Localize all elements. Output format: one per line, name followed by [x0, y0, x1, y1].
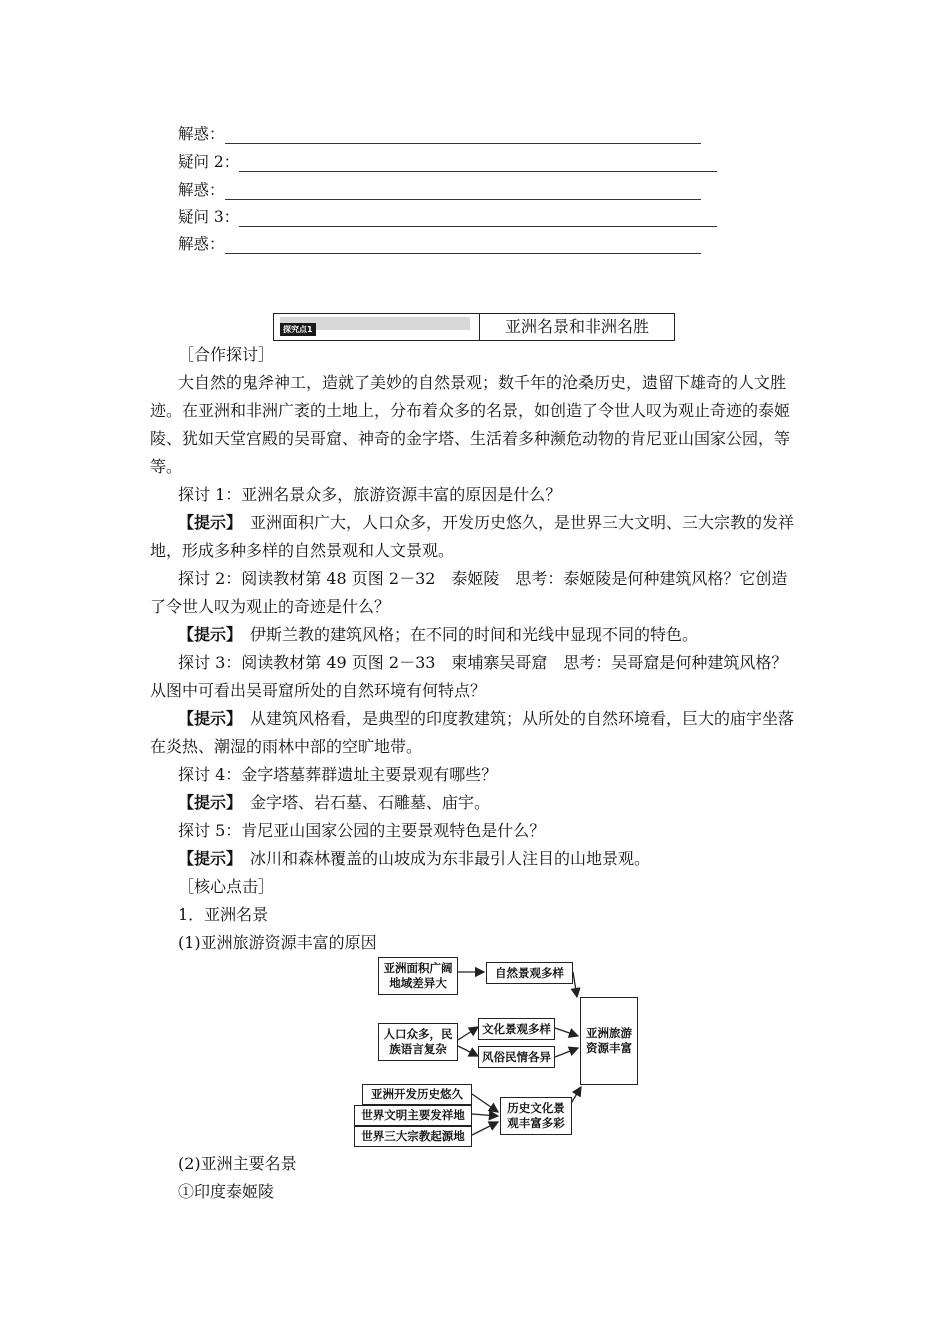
answer-blank[interactable]: [239, 156, 717, 172]
arrow: [472, 1122, 498, 1135]
point-heading: 1．亚洲名景: [178, 905, 269, 924]
discussion-question: 探讨 1：亚洲名景众多，旅游资源丰富的原因是什么？: [178, 485, 562, 504]
hint-label: 【提示】: [178, 793, 235, 812]
sub-heading: (2)亚洲主要名景: [178, 1154, 297, 1173]
discussion-question: 探讨 2：阅读教材第 48 页图 2－32 泰姬陵 思考：泰姬陵是何种建筑风格？它创造了令世人叹为观止的奇迹是什么？: [150, 569, 788, 616]
hint-text: 伊斯兰教的建筑风格；在不同的时间和光线中显现不同的特色。: [250, 625, 699, 644]
heritage-box: 历史文化景观丰富多彩: [500, 1097, 572, 1135]
qa-line-3: [178, 180, 701, 200]
hint-label: 【提示】: [178, 625, 235, 644]
area-box: 亚洲面积广阔地域差异大: [378, 957, 458, 995]
discussion-question: 探讨 3：阅读教材第 49 页图 2－33 柬埔寨吴哥窟 思考：吴哥窟是何种建筑风格？从图中可看出吴哥窟所处的自然环境有何特点？: [150, 653, 788, 700]
natural-box: 自然景观多样: [486, 962, 573, 984]
arrow: [458, 1046, 478, 1056]
discussion-question: 探讨 5：肯尼亚山国家公园的主要景观特色是什么？: [178, 821, 546, 840]
answer-blank[interactable]: [225, 238, 701, 254]
arrow: [573, 972, 577, 997]
hint-text: 从建筑风格看，是典型的印度教建筑；从所处的自然环境看，巨大的庙宇坐落在炎热、潮湿的雨林中部的空旷地带。: [150, 709, 795, 756]
religion-box: 世界三大宗教起源地: [354, 1126, 472, 1147]
sub-heading: (1)亚洲旅游资源丰富的原因: [178, 933, 377, 952]
qa-line-2: [178, 152, 717, 172]
topic-title: 亚洲名景和非洲名胜: [504, 317, 649, 336]
hint-paragraph: [150, 705, 800, 761]
civilization-box: 世界文明主要发祥地: [354, 1105, 472, 1126]
hint-label: 【提示】: [178, 709, 235, 728]
discussion-question: 探讨 4：金字塔墓葬群遗址主要景观有哪些？: [178, 765, 498, 784]
arrow: [458, 1027, 478, 1040]
intro-paragraph: 大自然的鬼斧神工，造就了美妙的自然景观；数千年的沧桑历史，遗留下雄奇的人文胜迹。在亚洲和非洲广袤的土地上，分布着众多的名景，如创造了令世人叹为观止奇迹的泰姬陵、犹如天堂宫殿的吴哥窟、神奇的金字塔、生活着多种濒危动物的肯尼亚山国家公园，等等。: [150, 373, 791, 476]
qa-line-1: [178, 124, 701, 144]
answer-blank[interactable]: [225, 184, 701, 200]
qa-label: 疑问 2：: [178, 153, 240, 171]
arrow: [555, 1028, 578, 1036]
qa-label: 解惑：: [178, 125, 225, 143]
trailing-text: [150, 1150, 800, 1206]
section-heading: ［核心点击］: [178, 877, 275, 896]
section-heading: ［合作探讨］: [178, 345, 275, 364]
topic-header: [273, 313, 675, 341]
hint-text: 冰川和森林覆盖的山坡成为东非最引人注目的山地景观。: [250, 849, 651, 868]
arrow: [472, 1094, 498, 1112]
qa-line-5: [178, 234, 701, 254]
hint-text: 亚洲面积广大，人口众多，开发历史悠久，是世界三大文明、三大宗教的发祥地，形成多种多样的自然景观和人文景观。: [150, 513, 795, 560]
hint-label: 【提示】: [178, 513, 235, 532]
sub-heading: ①印度泰姬陵: [178, 1182, 275, 1201]
qa-label: 解惑：: [178, 235, 225, 253]
qa-label: 解惑：: [178, 181, 225, 199]
topic-badge: [280, 317, 470, 334]
hint-paragraph: [150, 789, 800, 817]
history-box: 亚洲开发历史悠久: [362, 1084, 472, 1105]
arrow: [555, 1048, 578, 1057]
hint-paragraph: [150, 845, 800, 873]
main-text: [150, 341, 800, 957]
hint-label: 【提示】: [178, 849, 235, 868]
culture-box: 文化景观多样: [478, 1018, 555, 1040]
result-box: 亚洲旅游资源丰富: [580, 997, 638, 1085]
hint-paragraph: [150, 621, 800, 649]
population-box: 人口众多，民族语言复杂: [378, 1023, 458, 1061]
answer-blank[interactable]: [239, 211, 717, 227]
hint-paragraph: [150, 509, 800, 565]
answer-blank[interactable]: [225, 128, 701, 144]
flow-diagram: [350, 952, 640, 1148]
qa-label: 疑问 3：: [178, 208, 240, 226]
customs-box: 风俗民情各异: [478, 1046, 555, 1068]
arrow: [472, 1114, 498, 1116]
hint-text: 金字塔、岩石墓、石雕墓、庙宇。: [250, 793, 491, 812]
topic-badge-label: 探究点1: [280, 323, 316, 336]
qa-line-4: [178, 207, 717, 227]
